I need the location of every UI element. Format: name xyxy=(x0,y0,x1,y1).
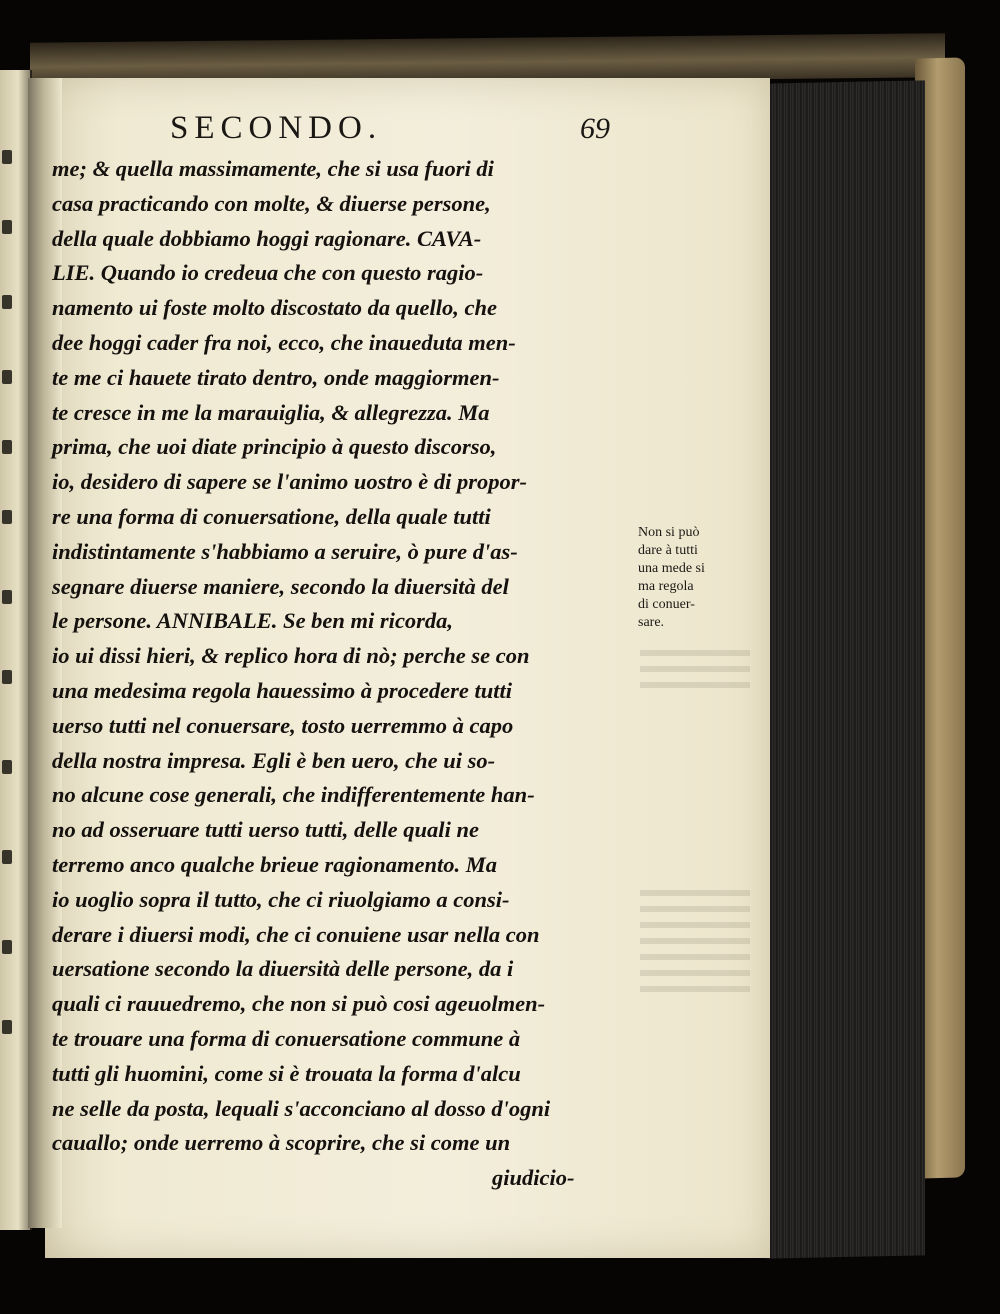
running-header xyxy=(170,110,610,150)
show-through-text xyxy=(640,890,750,1000)
marginal-note-line: sare. xyxy=(638,615,665,630)
text-line: no ad osseruare tutti uerso tutti, delle quali ne xyxy=(52,817,479,843)
text-line: segnare diuerse maniere, secondo la diuersità del xyxy=(52,573,509,599)
marginal-note-line: di conuer- xyxy=(638,597,695,612)
text-line: casa practicando con molte, & diuerse persone, xyxy=(52,190,491,216)
catchword: giudicio- xyxy=(492,1165,575,1191)
text-line: tutti gli huomini, come si è trouata la forma d'alcu xyxy=(52,1060,521,1086)
text-line: te trouare una forma di conuersatione commune à xyxy=(52,1025,521,1051)
page-number: 69 xyxy=(580,112,610,145)
ink-fragment xyxy=(2,295,12,309)
text-line: namento ui foste molto discostato da quello, che xyxy=(52,295,498,321)
text-line: cauallo; onde uerremo à scoprire, che si come un xyxy=(52,1130,511,1156)
marginal-note-line: una mede si xyxy=(638,561,705,576)
text-line: te cresce in me la marauiglia, & allegrezza. Ma xyxy=(52,399,490,425)
ink-fragment xyxy=(2,590,12,604)
marginal-note-line: ma regola xyxy=(638,579,694,594)
ink-fragment xyxy=(2,940,12,954)
ink-fragment xyxy=(2,1020,12,1034)
page-block-edge xyxy=(764,80,925,1258)
text-line: dee hoggi cader fra noi, ecco, che inaueduta men- xyxy=(52,329,516,355)
marginal-note xyxy=(638,524,763,632)
text-line: ne selle da posta, lequali s'acconciano al dosso d'ogni xyxy=(52,1095,551,1121)
ink-fragment xyxy=(2,370,12,384)
text-line: uersatione secondo la diuersità delle persone, da i xyxy=(52,956,514,982)
show-through-text xyxy=(640,650,750,690)
body-text xyxy=(52,152,632,1196)
marginal-note-line: dare à tutti xyxy=(638,543,698,558)
text-line: della nostra impresa. Egli è ben uero, che ui so- xyxy=(52,747,496,773)
text-line: io uoglio sopra il tutto, che ci riuolgiamo a consi- xyxy=(52,886,510,912)
ink-fragment xyxy=(2,220,12,234)
ink-fragment xyxy=(2,760,12,774)
text-line: LIE. Quando io credeua che con questo ragio- xyxy=(52,260,484,286)
text-line: prima, che uoi diate principio à questo discorso, xyxy=(52,434,497,460)
text-line: quali ci rauuedremo, che non si può cosi ageuolmen- xyxy=(52,991,546,1017)
text-line: le persone. ANNIBALE. Se ben mi ricorda, xyxy=(52,608,454,634)
text-line: derare i diuersi modi, che ci conuiene usar nella con xyxy=(52,921,540,947)
running-title: SECONDO. xyxy=(170,110,383,146)
ink-fragment xyxy=(2,150,12,164)
text-line: no alcune cose generali, che indifferentemente han- xyxy=(52,782,535,808)
text-line: della quale dobbiamo hoggi ragionare. CAVA- xyxy=(52,225,482,251)
text-line: terremo anco qualche brieue ragionamento. Ma xyxy=(52,851,498,877)
ink-fragment xyxy=(2,670,12,684)
ink-fragment xyxy=(2,510,12,524)
text-line: uerso tutti nel conuersare, tosto uerremmo à capo xyxy=(52,712,514,738)
text-line: me; & quella massimamente, che si usa fuori di xyxy=(52,156,494,181)
text-line: io ui dissi hieri, & replico hora di nò; perche se con xyxy=(52,643,530,669)
text-line: una medesima regola hauessimo à procedere tutti xyxy=(52,677,513,703)
text-line: te me ci hauete tirato dentro, onde maggiormen- xyxy=(52,364,500,390)
text-line: indistintamente s'habbiamo a seruire, ò pure d'as- xyxy=(52,538,518,564)
ink-fragment xyxy=(2,440,12,454)
marginal-note-line: Non si può xyxy=(638,525,700,540)
text-line: re una forma di conuersatione, della quale tutti xyxy=(52,503,491,529)
ink-fragment xyxy=(2,850,12,864)
text-line: io, desidero di sapere se l'animo uostro è di propor- xyxy=(52,469,528,495)
